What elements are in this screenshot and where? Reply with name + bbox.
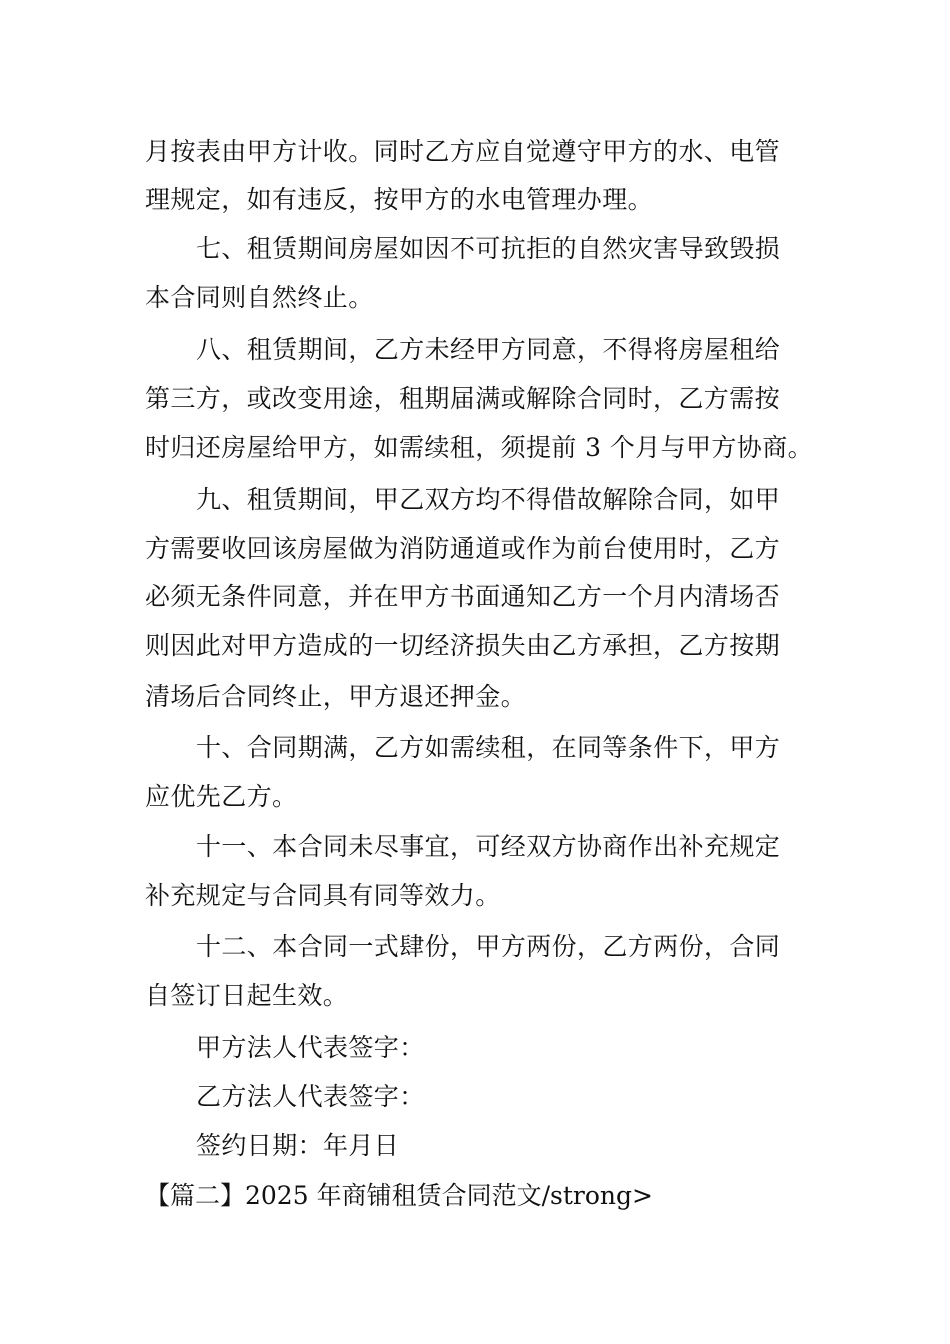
text-line: 自签订日起生效。 xyxy=(145,981,349,1010)
text-line: 则因此对甲方造成的一切经济损失由乙方承担，乙方按期 xyxy=(145,631,781,660)
text-line: 清场后合同终止，甲方退还押金。 xyxy=(145,682,527,711)
text-line: 月按表由甲方计收。同时乙方应自觉遵守甲方的水、电管 xyxy=(145,137,781,166)
text-line: 第三方，或改变用途，租期届满或解除合同时，乙方需按 xyxy=(145,384,781,413)
signing-date-label: 签约日期：年月日 xyxy=(196,1131,400,1160)
text-line: 本合同则自然终止。 xyxy=(145,283,374,312)
party-b-signature-label: 乙方法人代表签字： xyxy=(196,1082,425,1111)
text-line: 方需要收回该房屋做为消防通道或作为前台使用时，乙方 xyxy=(145,534,781,563)
clause-nine: 九、租赁期间，甲乙双方均不得借故解除合同，如甲 xyxy=(196,485,781,514)
clause-seven: 七、租赁期间房屋如因不可抗拒的自然灾害导致毁损 xyxy=(196,234,781,263)
clause-twelve: 十二、本合同一式肆份，甲方两份，乙方两份，合同 xyxy=(196,932,781,961)
text-line: 理规定，如有违反，按甲方的水电管理办理。 xyxy=(145,185,654,214)
text-line: 时归还房屋给甲方，如需续租，须提前 3 个月与甲方协商。 xyxy=(145,433,814,462)
clause-eight: 八、租赁期间，乙方未经甲方同意，不得将房屋租给 xyxy=(196,335,781,364)
section-heading: 【篇二】2025 年商铺租赁合同范文/strong> xyxy=(145,1181,653,1210)
text-line: 必须无条件同意，并在甲方书面通知乙方一个月内清场否 xyxy=(145,582,781,611)
clause-ten: 十、合同期满，乙方如需续租，在同等条件下，甲方 xyxy=(196,733,781,762)
text-line: 补充规定与合同具有同等效力。 xyxy=(145,881,501,910)
text-line: 应优先乙方。 xyxy=(145,782,298,811)
clause-eleven: 十一、本合同未尽事宜，可经双方协商作出补充规定 xyxy=(196,832,781,861)
party-a-signature-label: 甲方法人代表签字： xyxy=(196,1033,425,1062)
